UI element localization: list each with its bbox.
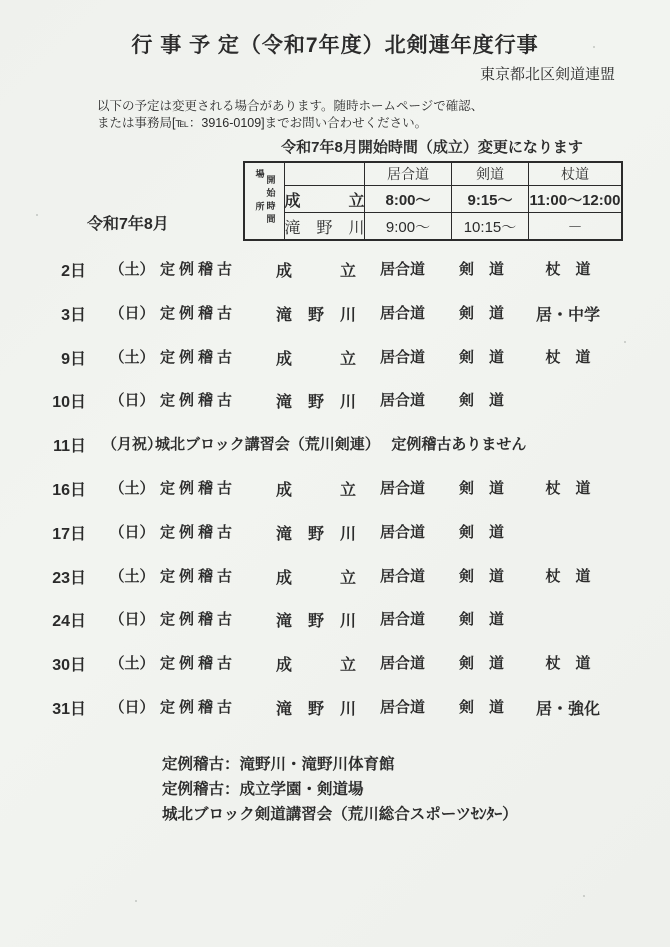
schedule-weekday: （日）: [109, 611, 155, 628]
scan-speck: [593, 46, 595, 48]
schedule-row: [0, 521, 670, 541]
schedule-iaido: 居合道: [380, 655, 426, 672]
table-time-takinogawa-kendo: 10:15～: [451, 212, 528, 239]
start-time-table: [243, 161, 623, 241]
schedule-iaido: 居合道: [380, 568, 426, 585]
corner-place-label: 場所: [254, 168, 265, 234]
schedule-event: 定例稽古: [160, 305, 237, 322]
schedule-row: [0, 389, 670, 409]
schedule-place: 成 立: [276, 263, 357, 280]
schedule-kendo: 剣 道: [459, 349, 505, 366]
schedule-event: 定例稽古: [160, 568, 237, 585]
table-time-naritachi-kendo: 9:15～: [451, 185, 528, 212]
schedule-iaido: 居合道: [380, 349, 426, 366]
schedule-iaido: 居合道: [380, 305, 426, 322]
schedule-day: 9日: [61, 351, 86, 368]
table-time-naritachi-jodo: 11:00～12:00: [528, 185, 621, 212]
table-corner-header: [245, 163, 284, 239]
schedule-extra: 杖 道: [545, 349, 591, 366]
schedule-event: 城北ブロック講習会（荒川剣連） 定例稽古ありません: [155, 436, 527, 453]
schedule-event: 定例稽古: [160, 655, 237, 672]
page-title: 行 事 予 定（令和7年度）北剣連年度行事: [131, 34, 539, 57]
schedule-weekday: （土）: [109, 655, 155, 672]
footer-note-naritachi: 定例稽古：成立学園・剣道場: [162, 781, 364, 798]
schedule-day: 17日: [52, 526, 86, 543]
schedule-iaido: 居合道: [380, 261, 426, 278]
scan-speck: [36, 214, 38, 216]
schedule-weekday: （土）: [109, 261, 155, 278]
schedule-kendo: 剣 道: [459, 655, 505, 672]
schedule-place: 成 立: [276, 570, 357, 587]
schedule-row: [0, 652, 670, 672]
schedule-place: 滝 野 川: [276, 526, 357, 543]
schedule-row: [0, 565, 670, 585]
schedule-weekday: （日）: [109, 392, 155, 409]
schedule-weekday: （日）: [109, 305, 155, 322]
table-header-empty: [284, 163, 364, 185]
table-time-takinogawa-jodo: －: [528, 212, 621, 239]
month-label: 令和7年8月: [87, 216, 169, 233]
schedule-extra: 杖 道: [545, 480, 591, 497]
schedule-event: 定例稽古: [160, 392, 237, 409]
schedule-event: 定例稽古: [160, 699, 237, 716]
schedule-day: 24日: [52, 613, 86, 630]
schedule-row: [0, 608, 670, 628]
schedule-event: 定例稽古: [160, 261, 237, 278]
schedule-extra: 居・強化: [535, 701, 600, 718]
schedule-row: [0, 302, 670, 322]
schedule-event: 定例稽古: [160, 524, 237, 541]
schedule-place: 滝 野 川: [276, 701, 357, 718]
schedule-row: [0, 696, 670, 716]
schedule-weekday: （月祝）: [101, 436, 162, 453]
schedule-kendo: 剣 道: [459, 261, 505, 278]
schedule-day: 10日: [52, 394, 86, 411]
schedule-iaido: 居合道: [380, 611, 426, 628]
schedule-kendo: 剣 道: [459, 392, 505, 409]
table-time-takinogawa-iaido: 9:00～: [364, 212, 451, 239]
schedule-kendo: 剣 道: [459, 699, 505, 716]
schedule-day: 2日: [61, 263, 86, 280]
table-place-takinogawa: 滝 野 川: [284, 212, 364, 239]
schedule-row: [0, 433, 670, 453]
schedule-day: 16日: [52, 482, 86, 499]
schedule-weekday: （日）: [109, 699, 155, 716]
schedule-iaido: 居合道: [380, 480, 426, 497]
schedule-place: 滝 野 川: [276, 307, 357, 324]
schedule-day: 3日: [61, 307, 86, 324]
schedule-place: 成 立: [276, 351, 357, 368]
table-place-naritachi: 成 立: [284, 185, 364, 212]
scan-speck: [624, 341, 626, 343]
schedule-weekday: （土）: [109, 568, 155, 585]
schedule-place: 成 立: [276, 482, 357, 499]
schedule-event: 定例稽古: [160, 611, 237, 628]
schedule-weekday: （日）: [109, 524, 155, 541]
schedule-iaido: 居合道: [380, 524, 426, 541]
schedule-kendo: 剣 道: [459, 480, 505, 497]
table-header-jodo: 杖道: [528, 163, 621, 185]
schedule-kendo: 剣 道: [459, 305, 505, 322]
organization-name: 東京都北区剣道連盟: [479, 66, 615, 83]
footer-note-johoku: 城北ブロック剣道講習会（荒川総合スポーツｾﾝﾀｰ）: [162, 806, 518, 823]
scan-speck: [135, 900, 137, 902]
schedule-day: 31日: [52, 701, 86, 718]
schedule-extra: 杖 道: [545, 655, 591, 672]
schedule-row: [0, 258, 670, 278]
notice-text-line1: 以下の予定は変更される場合があります。随時ホームページで確認、: [97, 99, 484, 113]
schedule-weekday: （土）: [109, 349, 155, 366]
schedule-row: [0, 346, 670, 366]
schedule-iaido: 居合道: [380, 699, 426, 716]
footer-note-takinogawa: 定例稽古：滝野川・滝野川体育館: [162, 756, 395, 773]
schedule-place: 滝 野 川: [276, 613, 357, 630]
schedule-day: 11日: [53, 438, 86, 455]
table-time-naritachi-iaido: 8:00～: [364, 185, 451, 212]
schedule-event: 定例稽古: [160, 480, 237, 497]
table-header-iaido: 居合道: [364, 163, 451, 185]
time-change-notice: 令和7年8月開始時間（成立）変更になります: [281, 139, 583, 156]
schedule-weekday: （土）: [109, 480, 155, 497]
schedule-place: 成 立: [276, 657, 357, 674]
schedule-kendo: 剣 道: [459, 611, 505, 628]
schedule-kendo: 剣 道: [459, 568, 505, 585]
schedule-extra: 杖 道: [545, 261, 591, 278]
schedule-extra: 杖 道: [545, 568, 591, 585]
corner-time-label: 開始時間: [265, 174, 276, 228]
notice-text-line2: または事務局[℡：3916-0109]までお問い合わせください。: [97, 116, 428, 130]
schedule-row: [0, 477, 670, 497]
schedule-iaido: 居合道: [380, 392, 426, 409]
schedule-event: 定例稽古: [160, 349, 237, 366]
schedule-day: 30日: [52, 657, 86, 674]
schedule-place: 滝 野 川: [276, 394, 357, 411]
schedule-kendo: 剣 道: [459, 524, 505, 541]
schedule-extra: 居・中学: [535, 307, 600, 324]
scan-speck: [583, 895, 585, 897]
table-header-kendo: 剣道: [451, 163, 528, 185]
schedule-day: 23日: [52, 570, 86, 587]
